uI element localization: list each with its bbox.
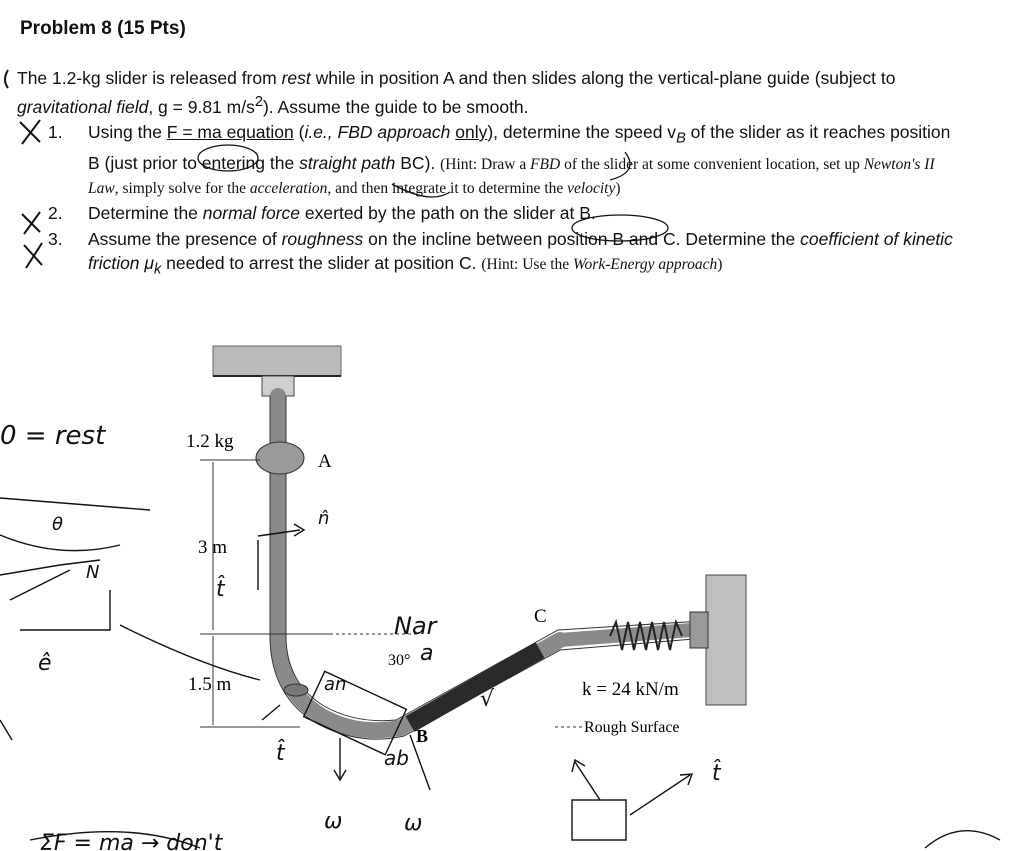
n-note: N (86, 562, 100, 583)
dimension-lines (200, 460, 420, 727)
question-number: 1. (48, 122, 63, 142)
rough-surface-label: Rough Surface (584, 719, 680, 736)
a-note: a (420, 641, 434, 666)
rest-note: 0 = rest (0, 421, 106, 451)
t-hat-right-note: t̂ (712, 761, 721, 786)
t-hat-lower-note: t̂ (276, 741, 285, 766)
point-c-label: C (534, 606, 547, 627)
theta-note: θ (52, 514, 64, 535)
wall (706, 575, 746, 705)
question-number: 2. (48, 202, 63, 223)
problem-intro: The 1.2-kg slider is released from rest while in position A and then slides along the vertical-plane guide (subject to gravitational field, g = 9.81 $m/s^2$). Assume the guide to be smooth. (17, 68, 896, 117)
height-upper-label: 3 m (198, 537, 228, 558)
cross-marks (5, 70, 42, 268)
t-hat-note: t̂ (216, 577, 225, 602)
question-1: 1. Using the F = ma equation (i.e., FBD approach only), determine the speed $v_B$ of the slider as it reaches position B (just prior to entering the straight path BC). (Hint: Draw a FBD of the slider at some convenient location, set up Newton's II Law, simply solve for the acceleration, and then integrate it to determine the velocity) (48, 122, 951, 197)
ceiling-support (213, 346, 341, 376)
sum-f-note: ΣF = ma → don't (40, 831, 223, 851)
an-note: an (324, 674, 347, 695)
w-lower-note: ω (324, 809, 343, 834)
question-number: 3. (48, 228, 63, 249)
e-hat-note: ê (38, 651, 52, 676)
point-a-label: A (318, 451, 332, 472)
text-annotations (198, 145, 668, 241)
ab-note: ab (384, 746, 409, 770)
w-right-note: ω (404, 811, 423, 836)
nar-note: Nar (394, 612, 437, 640)
check-note: √ (480, 687, 495, 712)
height-lower-label: 1.5 m (188, 674, 232, 695)
question-2: 2. Determine the normal force exerted by the path on the slider at B. (48, 202, 596, 223)
point-b-label: B (416, 726, 429, 746)
n-hat-note: n̂ (318, 508, 330, 529)
angle-label: 30° (388, 652, 411, 669)
mass-label: 1.2 kg (186, 431, 234, 452)
spring-label: k = 24 kN/m (582, 679, 679, 700)
question-3: 3. Assume the presence of roughness on the incline between position B and C. Determine the coefficient of kinetic friction $\mu_k$ needed to arrest the slider at position C. (Hint: Use the Work-Energy approach) (48, 227, 953, 282)
slider (256, 442, 304, 474)
problem-title: Problem 8 (15 Pts) (20, 18, 186, 39)
